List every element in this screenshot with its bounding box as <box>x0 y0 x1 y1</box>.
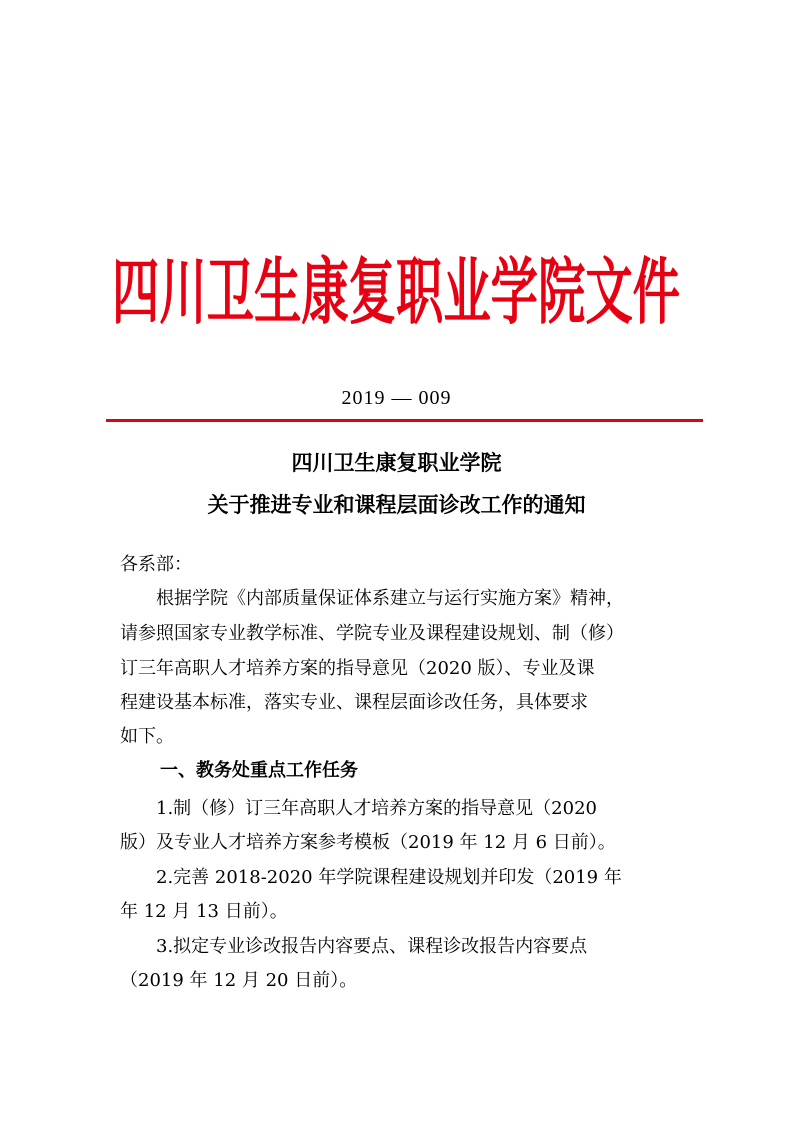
task-3-line-1: 3.拟定专业诊改报告内容要点、课程诊改报告内容要点 <box>120 936 588 957</box>
masthead-svg <box>112 245 680 329</box>
salutation: 各系部： <box>120 554 192 575</box>
task-1-line-1: 1.制（修）订三年高职人才培养方案的指导意见（2020 <box>120 798 597 819</box>
task-1-line-2: 版）及专业人才培养方案参考模板（2019 年 12 月 6 日前）。 <box>120 832 616 853</box>
intro-line-5: 如下。 <box>120 726 174 747</box>
intro-line-3: 订三年高职人才培养方案的指导意见（2020 版）、专业及课 <box>120 658 595 679</box>
task-2-line-1: 2.完善 2018-2020 年学院课程建设规划并印发（2019 年 <box>120 867 622 888</box>
section-heading: 一、教务处重点工作任务 <box>160 760 358 781</box>
notice-title-line-2: 关于推进专业和课程层面诊改工作的通知 <box>207 492 586 517</box>
task-3-line-2: （2019 年 12 月 20 日前）。 <box>120 970 358 991</box>
task-2-line-2: 年 12 月 13 日前）。 <box>120 901 288 922</box>
masthead-title: 四川卫生康复职业学院文件 <box>112 249 680 329</box>
intro-line-4: 程建设基本标准，落实专业、课程层面诊改任务，具体要求 <box>120 692 588 713</box>
masthead <box>112 245 680 329</box>
notice-title-line-1: 四川卫生康复职业学院 <box>291 450 502 475</box>
red-divider <box>106 419 703 422</box>
intro-line-1: 根据学院《内部质量保证体系建立与运行实施方案》精神， <box>120 588 624 609</box>
intro-line-2: 请参照国家专业教学标准、学院专业及课程建设规划、制（修） <box>120 623 624 644</box>
document-number: 2019 — 009 <box>341 387 452 409</box>
